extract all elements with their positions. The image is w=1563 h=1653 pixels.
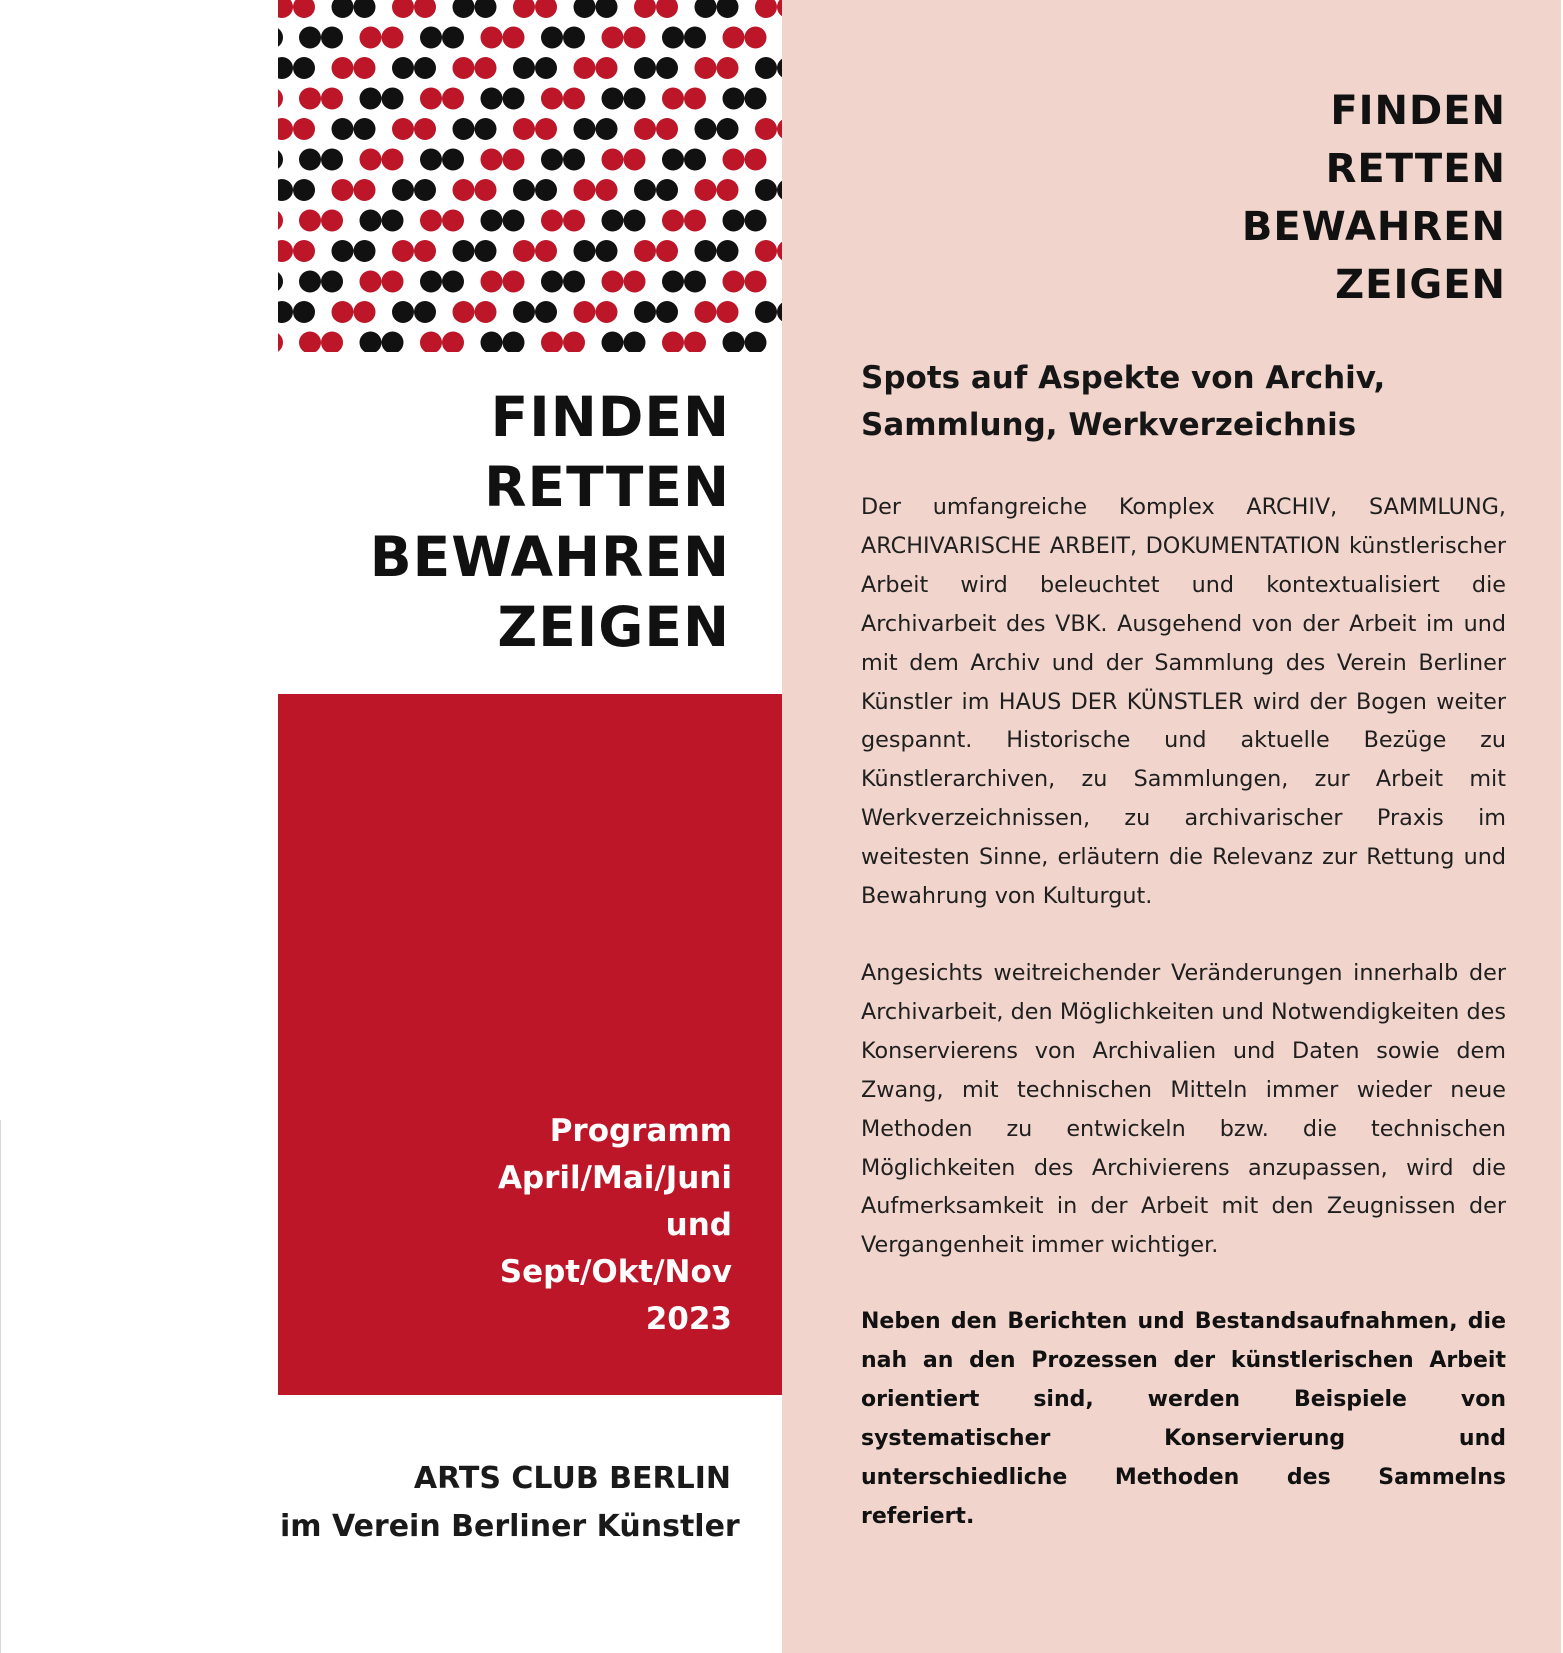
red-dot [723,271,745,293]
black-dot [602,88,624,110]
edge-dot [278,210,283,232]
red-dot [442,332,464,353]
red-dot [293,240,315,262]
black-dot [745,210,767,232]
dot-pattern-graphic [278,0,782,352]
black-dot [392,301,414,323]
red-dot [360,149,382,171]
red-dot [662,210,684,232]
red-program-block [278,694,782,1395]
red-dot [535,118,557,140]
black-dot [453,240,475,262]
left-title-line: RETTEN [484,455,730,519]
red-dot [360,27,382,49]
red-dot [602,149,624,171]
page-edge-line [0,1120,1,1653]
black-dot [745,332,767,353]
red-dot [513,240,535,262]
black-dot [535,179,557,201]
black-dot [414,57,436,79]
black-dot [535,301,557,323]
black-dot [278,301,293,323]
black-dot [299,27,321,49]
right-page [782,0,1563,1653]
program-line: Programm [549,1113,732,1149]
black-dot [321,27,343,49]
black-dot [442,271,464,293]
red-dot [299,332,321,353]
left-title-line: FINDEN [490,385,730,449]
red-dot [513,118,535,140]
black-dot [332,118,354,140]
black-dot [360,88,382,110]
black-dot [563,27,585,49]
black-dot [541,27,563,49]
red-dot [475,301,497,323]
red-dot [354,179,376,201]
black-dot [574,0,596,18]
red-dot [414,118,436,140]
black-dot [360,210,382,232]
red-dot [360,271,382,293]
red-dot [321,210,343,232]
black-dot [503,210,525,232]
black-dot [662,149,684,171]
red-dot [392,240,414,262]
red-dot [382,271,404,293]
black-dot [695,118,717,140]
red-dot [662,88,684,110]
program-line: 2023 [645,1301,732,1337]
red-dot [745,149,767,171]
black-dot [382,88,404,110]
context-paragraph: Angesichts weitreichender Veränderungen innerhalb der Archivarbeit, den Möglichkeiten und Notwendigkeiten des Konservierens von Archivalien und Daten sowie dem Zwang, mit technischen Mitteln immer wieder neue Methoden zu entwickeln bzw. die technischen Möglichkeiten des Archivierens anzupassen, wird die Aufmerksamkeit in der Arbeit mit den Zeugnissen der Vergangenheit immer wichtiger. [861,959,1506,1259]
red-dot [481,271,503,293]
black-dot [574,240,596,262]
black-dot [293,301,315,323]
edge-dot [278,88,283,110]
red-dot [278,240,293,262]
red-dot [354,57,376,79]
red-dot [453,57,475,79]
red-dot [481,149,503,171]
red-dot [563,88,585,110]
section-subtitle [861,355,1506,449]
red-dot [299,88,321,110]
red-dot [755,240,777,262]
right-title-line: FINDEN [1330,88,1506,134]
black-dot [420,149,442,171]
black-dot [563,271,585,293]
black-dot [420,27,442,49]
program-line: Sept/Okt/Nov [499,1254,732,1290]
edge-dot [278,332,283,353]
red-dot [278,0,293,18]
black-dot [596,118,618,140]
black-dot [481,210,503,232]
black-dot [596,240,618,262]
black-dot [563,149,585,171]
right-title-line: BEWAHREN [1241,204,1506,250]
black-dot [293,179,315,201]
black-dot [656,301,678,323]
black-dot [745,88,767,110]
edge-dot [278,271,283,293]
red-dot [475,179,497,201]
red-dot [453,301,475,323]
black-dot [662,271,684,293]
red-dot [382,27,404,49]
subtitle-line: Spots auf Aspekte von Archiv, [861,360,1386,396]
black-dot [332,240,354,262]
red-dot [624,27,646,49]
black-dot [392,57,414,79]
intro-paragraph: Der umfangreiche Komplex ARCHIV, SAMMLUNG, ARCHIVARISCHE ARBEIT, DOKUMENTATION künstlerischer Arbeit wird beleuchtet und kontextualisiert die Archivarbeit des VBK. Ausgehend von der Arbeit im und mit dem Archiv und der Sammlung des Verein Berliner Künstler im HAUS DER KÜNSTLER wird der Bogen weiter gespannt. Historische und aktuelle Bezüge zu Künstlerarchiven, zu Sammlungen, zur Arbeit mit Werkverzeichnissen, zu archivarischer Praxis im weitesten Sinne, erläutern die Relevanz zur Rettung und Bewahrung von Kulturgut. [861,494,1506,910]
red-dot [602,27,624,49]
red-dot [684,88,706,110]
red-dot [293,0,315,18]
red-dot [541,210,563,232]
red-dot [332,179,354,201]
black-dot [656,179,678,201]
red-dot [414,240,436,262]
red-dot [420,332,442,353]
red-dot [420,88,442,110]
red-dot [662,332,684,353]
summary-paragraph: Neben den Berichten und Bestandsaufnahmen, die nah an den Prozessen der künstlerischen Arbeit orientiert sind, werden Beispiele von systematischer Konservierung und unterschiedliche Methoden des Sammelns referiert. [861,1309,1506,1529]
red-dot [442,88,464,110]
red-dot [574,57,596,79]
black-dot [541,149,563,171]
black-dot [717,240,739,262]
black-dot [513,179,535,201]
red-dot [602,271,624,293]
red-dot [535,240,557,262]
black-dot [684,149,706,171]
red-dot [541,332,563,353]
red-dot [717,179,739,201]
black-dot [503,88,525,110]
black-dot [624,332,646,353]
black-dot [513,301,535,323]
red-dot [634,118,656,140]
red-dot [321,332,343,353]
red-dot [656,240,678,262]
red-dot [392,0,414,18]
program-dates [498,1108,732,1343]
black-dot [717,0,739,18]
black-dot [475,0,497,18]
black-dot [602,332,624,353]
black-dot [684,271,706,293]
black-dot [695,240,717,262]
red-dot [695,57,717,79]
black-dot [442,149,464,171]
red-dot [717,57,739,79]
black-dot [299,149,321,171]
black-dot [634,57,656,79]
black-dot [332,0,354,18]
black-dot [574,118,596,140]
black-dot [624,88,646,110]
red-dot [332,57,354,79]
black-dot [360,332,382,353]
black-dot [392,179,414,201]
organizer-name: ARTS CLUB BERLIN [413,1461,731,1496]
edge-dot [278,149,283,171]
red-dot [503,271,525,293]
red-dot [414,0,436,18]
black-dot [278,179,293,201]
red-dot [624,149,646,171]
black-dot [420,271,442,293]
black-dot [481,88,503,110]
black-dot [624,210,646,232]
red-dot [634,240,656,262]
red-dot [723,27,745,49]
black-dot [717,118,739,140]
black-dot [321,271,343,293]
black-dot [354,118,376,140]
red-dot [723,149,745,171]
red-dot [596,301,618,323]
red-dot [684,332,706,353]
black-dot [503,332,525,353]
right-title [1106,82,1506,314]
red-dot [755,0,777,18]
black-dot [475,118,497,140]
red-dot [574,179,596,201]
black-dot [535,57,557,79]
left-title-line: ZEIGEN [497,595,730,659]
red-dot [684,210,706,232]
red-dot [332,301,354,323]
red-dot [541,88,563,110]
intro-content [861,355,1506,1575]
organizer-subtitle: im Verein Berliner Künstler [280,1509,740,1544]
black-dot [414,179,436,201]
red-dot [695,301,717,323]
black-dot [755,179,777,201]
black-dot [321,149,343,171]
red-dot [503,27,525,49]
red-dot [563,210,585,232]
red-dot [717,301,739,323]
left-title [280,382,730,662]
program-line: und [665,1207,732,1243]
black-dot [299,271,321,293]
left-title-line: BEWAHREN [369,525,730,589]
black-dot [656,57,678,79]
red-dot [321,88,343,110]
red-dot [503,149,525,171]
program-line: April/Mai/Juni [497,1160,732,1196]
red-dot [755,118,777,140]
red-dot [574,301,596,323]
black-dot [382,210,404,232]
black-dot [755,57,777,79]
red-dot [481,27,503,49]
red-dot [695,179,717,201]
subtitle-line: Sammlung, Werkverzeichnis [861,407,1357,443]
red-dot [453,179,475,201]
red-dot [656,0,678,18]
red-dot [596,57,618,79]
red-dot [624,271,646,293]
black-dot [723,332,745,353]
black-dot [723,88,745,110]
red-dot [745,27,767,49]
red-dot [513,0,535,18]
black-dot [453,118,475,140]
red-dot [299,210,321,232]
black-dot [481,332,503,353]
right-title-line: ZEIGEN [1335,262,1506,308]
right-title-line: RETTEN [1325,146,1506,192]
organizer-footer [280,1455,740,1551]
black-dot [354,240,376,262]
dot-pattern [278,0,782,352]
black-dot [382,332,404,353]
red-dot [278,118,293,140]
edge-dot [278,27,283,49]
black-dot [634,179,656,201]
red-dot [293,118,315,140]
black-dot [684,27,706,49]
black-dot [662,27,684,49]
black-dot [475,240,497,262]
black-dot [723,210,745,232]
red-dot [354,301,376,323]
black-dot [354,0,376,18]
black-dot [634,301,656,323]
red-dot [656,118,678,140]
black-dot [513,57,535,79]
red-dot [442,210,464,232]
black-dot [442,27,464,49]
red-dot [382,149,404,171]
red-dot [563,332,585,353]
red-dot [745,271,767,293]
red-dot [475,57,497,79]
red-dot [535,0,557,18]
black-dot [602,210,624,232]
black-dot [755,301,777,323]
black-dot [414,301,436,323]
black-dot [695,0,717,18]
black-dot [293,57,315,79]
black-dot [541,271,563,293]
red-dot [392,118,414,140]
red-dot [634,0,656,18]
black-dot [596,0,618,18]
red-dot [420,210,442,232]
black-dot [453,0,475,18]
red-dot [596,179,618,201]
black-dot [278,57,293,79]
